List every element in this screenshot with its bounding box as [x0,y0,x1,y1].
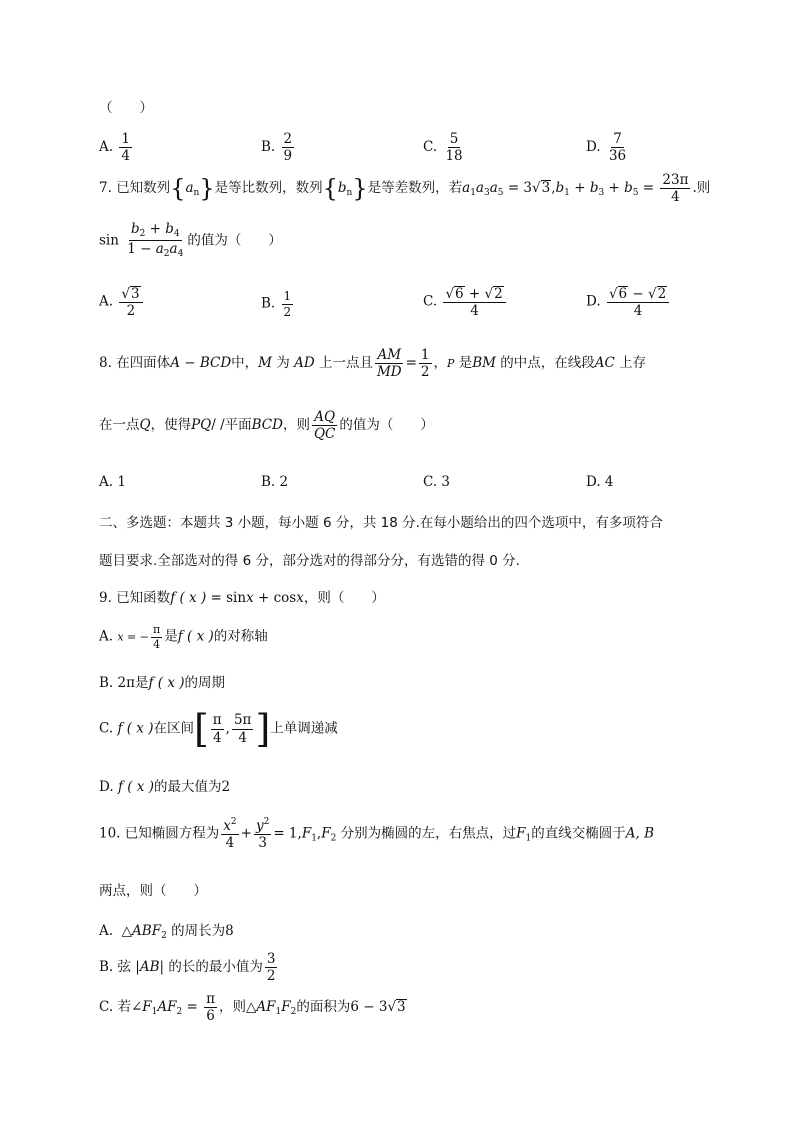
option-label: A. [99,923,114,939]
q8-option-a: A. 1 [99,474,126,490]
text: 是 [134,675,149,691]
text: 的中点，在线段 [500,355,595,372]
paren-text: （ ） [99,100,153,116]
question-number: 10. [99,825,121,842]
option-label: A. [99,139,114,156]
option-label: B. [261,295,276,312]
q10-stem-line2 [99,879,207,899]
text: + cos [253,590,297,606]
text: / / [211,417,225,434]
text: = 3 [507,180,533,197]
question-number: 9. [99,590,112,606]
q7-option-d [586,286,671,318]
fraction: $\frac{√6 - √2}{4}$ [607,286,669,318]
math: x [296,590,304,606]
text: 已知椭圆方程为 [124,825,220,842]
text: 分别为椭圆的左，右焦点，过 [340,825,517,842]
math: x = − [117,630,149,644]
q6-option-a [99,132,134,163]
text: ，则（ ） [303,590,385,606]
bracket: ] [255,707,271,751]
q7-stem-line1: 7. 已知数列$\{a_n\}$是等比数列，数列$\{b_n\}$是等差数列，若$a_1a_3a_5 = 3√3,b_1 + b_3 + b_5$ = $\frac{23\pi}{4}$ .则 [99,172,711,206]
question-number: 8. [99,355,112,372]
question-number: 7. [99,180,112,197]
math: f ( x ) [148,675,185,691]
text: 的对称轴 [213,628,268,645]
section2-line2: 题目要求.全部选对的得 6 分，部分选对的得部分分，有选错的得 0 分. [99,553,520,569]
fraction: $\frac{5}{18}$ [445,131,463,165]
text: 的最大值为 [153,779,222,795]
q8-stem-line2 [99,410,434,441]
math: 2π [117,675,135,691]
q9-option-c: C. f ( x )在区间[ $\frac{\pi}{4}$ , $\frac{5\pi}{4}$ ]上单调递减 [99,707,338,751]
option-label: A. [99,628,114,645]
text: 是等差数列，若 [367,180,463,197]
brace: } [352,174,368,203]
text: = sin [210,590,247,606]
radical: √ [532,180,541,197]
q10-option-c: C. 若$\angle F_1AF_2$ = $\frac{\pi}{6}$ ，则$\triangle AF_1F_2$的面积为6 − 3√3 [99,991,406,1025]
text: 是 [164,628,178,645]
math: 8 [225,923,234,939]
text: 上一点且 [318,355,373,372]
q9-option-b [99,671,225,691]
radicand: 3 [541,180,551,197]
option-label: B. [99,675,114,691]
option-label: C. [423,293,438,310]
q10-option-a: A. $\triangle ABF_2$ 的周长为8 [99,923,234,941]
fraction: $\frac{1}{2}$ [420,347,430,381]
math: PQ [191,417,212,434]
brace: { [170,174,186,203]
q8-option-c: C. 3 [423,474,451,490]
text: 的值为（ ） [187,232,282,249]
math: A − BCD [170,355,232,372]
text: = [405,355,417,372]
fraction: $\frac{b_2 + b_4}{1 - a_2a_4}$ [127,221,184,260]
text: 是等比数列，数列 [214,180,323,197]
math: f ( x ) [170,590,207,606]
option-label: B. [99,959,114,976]
text: .则 [692,180,711,197]
math: BM [472,355,496,372]
q7-option-b [261,290,295,318]
text: 的周长为 [171,923,226,939]
brace: } [199,174,215,203]
text: 已知数列 [116,180,171,197]
text: 的长的最小值为 [168,959,263,976]
q8-option-d: D. 4 [586,474,614,490]
math: f ( x ) [177,628,214,645]
q8-option-b: B. 2 [261,474,289,490]
math: BCD [251,417,283,434]
option-label: C. [99,999,114,1016]
option-label: D. [586,293,601,310]
option-label: B. [261,139,276,156]
text: 的直线交椭圆于 [531,825,626,842]
answer-paren-line [99,102,153,116]
math: f ( x ) [117,779,154,795]
math: 2 [221,779,231,795]
q8-stem-line1 [99,348,646,379]
option-label: C. [423,139,438,156]
sin-text: sin [99,232,119,249]
option-label: D. [586,139,601,156]
text: ，则 [219,999,246,1016]
fraction: $\frac{23\pi}{4}$ [662,172,689,206]
fraction: $\frac{1}{4}$ [121,131,130,165]
math: M [258,355,272,372]
fraction: $\frac{\pi}{4}$ [152,623,161,651]
fraction: $\frac{AM}{MD}$ [376,347,402,381]
q9-stem [99,586,385,606]
brace: { [322,174,338,203]
angle-symbol: ∠ [130,999,143,1016]
text: 在区间 [153,720,194,737]
q10-option-b: B. 弦 |AB| 的长的最小值为 $\frac{3}{2}$ [99,951,276,985]
math: A, B [625,825,654,842]
math: x [246,590,254,606]
text: ，使得 [150,417,192,434]
q6-option-d [586,132,630,163]
text: = 1, [273,825,302,842]
text: 在四面体 [116,355,171,372]
fraction: $\frac{√6 + √2}{4}$ [443,286,505,318]
fraction: $\frac{x^2}{4}$ [223,817,237,852]
text: 为 [276,355,290,372]
fraction: $\frac{√3}{2}$ [119,286,142,318]
q6-option-b [261,132,296,163]
math: AD [294,355,315,372]
q7-option-a [99,286,145,318]
text: 上存 [619,355,647,372]
fraction: $\frac{3}{2}$ [266,951,276,985]
text: 的面积为 [296,999,351,1016]
text: 的值为（ ） [339,417,434,434]
option-label: C. [99,720,114,737]
math: Q [139,417,151,434]
math: P [447,357,455,371]
text: 上单调递减 [270,720,338,737]
text: ， [433,355,448,372]
fraction: $\frac{1}{2}$ [283,289,292,319]
text: 已知函数 [116,590,171,606]
triangle-symbol: △ [121,923,133,939]
fraction: $\frac{AQ}{QC}$ [313,409,336,443]
bracket: [ [193,707,209,751]
text: 的周期 [184,675,226,691]
fraction: $\frac{\pi}{6}$ [206,991,215,1025]
fraction: $\frac{5\pi}{4}$ [233,712,252,746]
math: f ( x ) [117,720,154,737]
option-label: A. [99,293,114,310]
math: 6 − 3 [350,999,388,1016]
text: 平面 [224,417,252,434]
q7-stem-line2 [99,222,282,260]
text: 中， [231,355,259,372]
text: 是 [458,355,473,372]
text: 两点，则（ ） [99,883,207,899]
q9-option-a [99,624,268,650]
math: AB [139,959,160,976]
q9-option-d [99,775,230,795]
q6-option-c [423,132,467,163]
text: 在一点 [99,417,140,434]
text: 若 [117,999,131,1016]
triangle-symbol: △ [246,999,257,1016]
math: AC [594,355,615,372]
fraction: $\frac{y^2}{3}$ [255,817,270,852]
option-label: D. [99,779,114,795]
fraction: $\frac{2}{9}$ [283,131,293,165]
fraction: $\frac{\pi}{4}$ [212,712,222,746]
q10-stem-line1: 10. 已知椭圆方程为 $\frac{x^2}{4}$ + $\frac{y^2}{3}$ = $1,F_1,F_2$ 分别为椭圆的左，右焦点，过$F_1$的直线交椭圆于A, B [99,817,654,852]
radicand: 3 [397,999,406,1016]
fraction: $\frac{7}{36}$ [608,131,627,165]
text: ，则 [282,417,310,434]
text: 弦 [117,959,132,976]
section2-line1: 二、多选题：本题共 3 小题，每小题 6 分，共 18 分.在每小题给出的四个选项中，有多项符合 [99,515,663,531]
q7-option-c [423,286,508,318]
